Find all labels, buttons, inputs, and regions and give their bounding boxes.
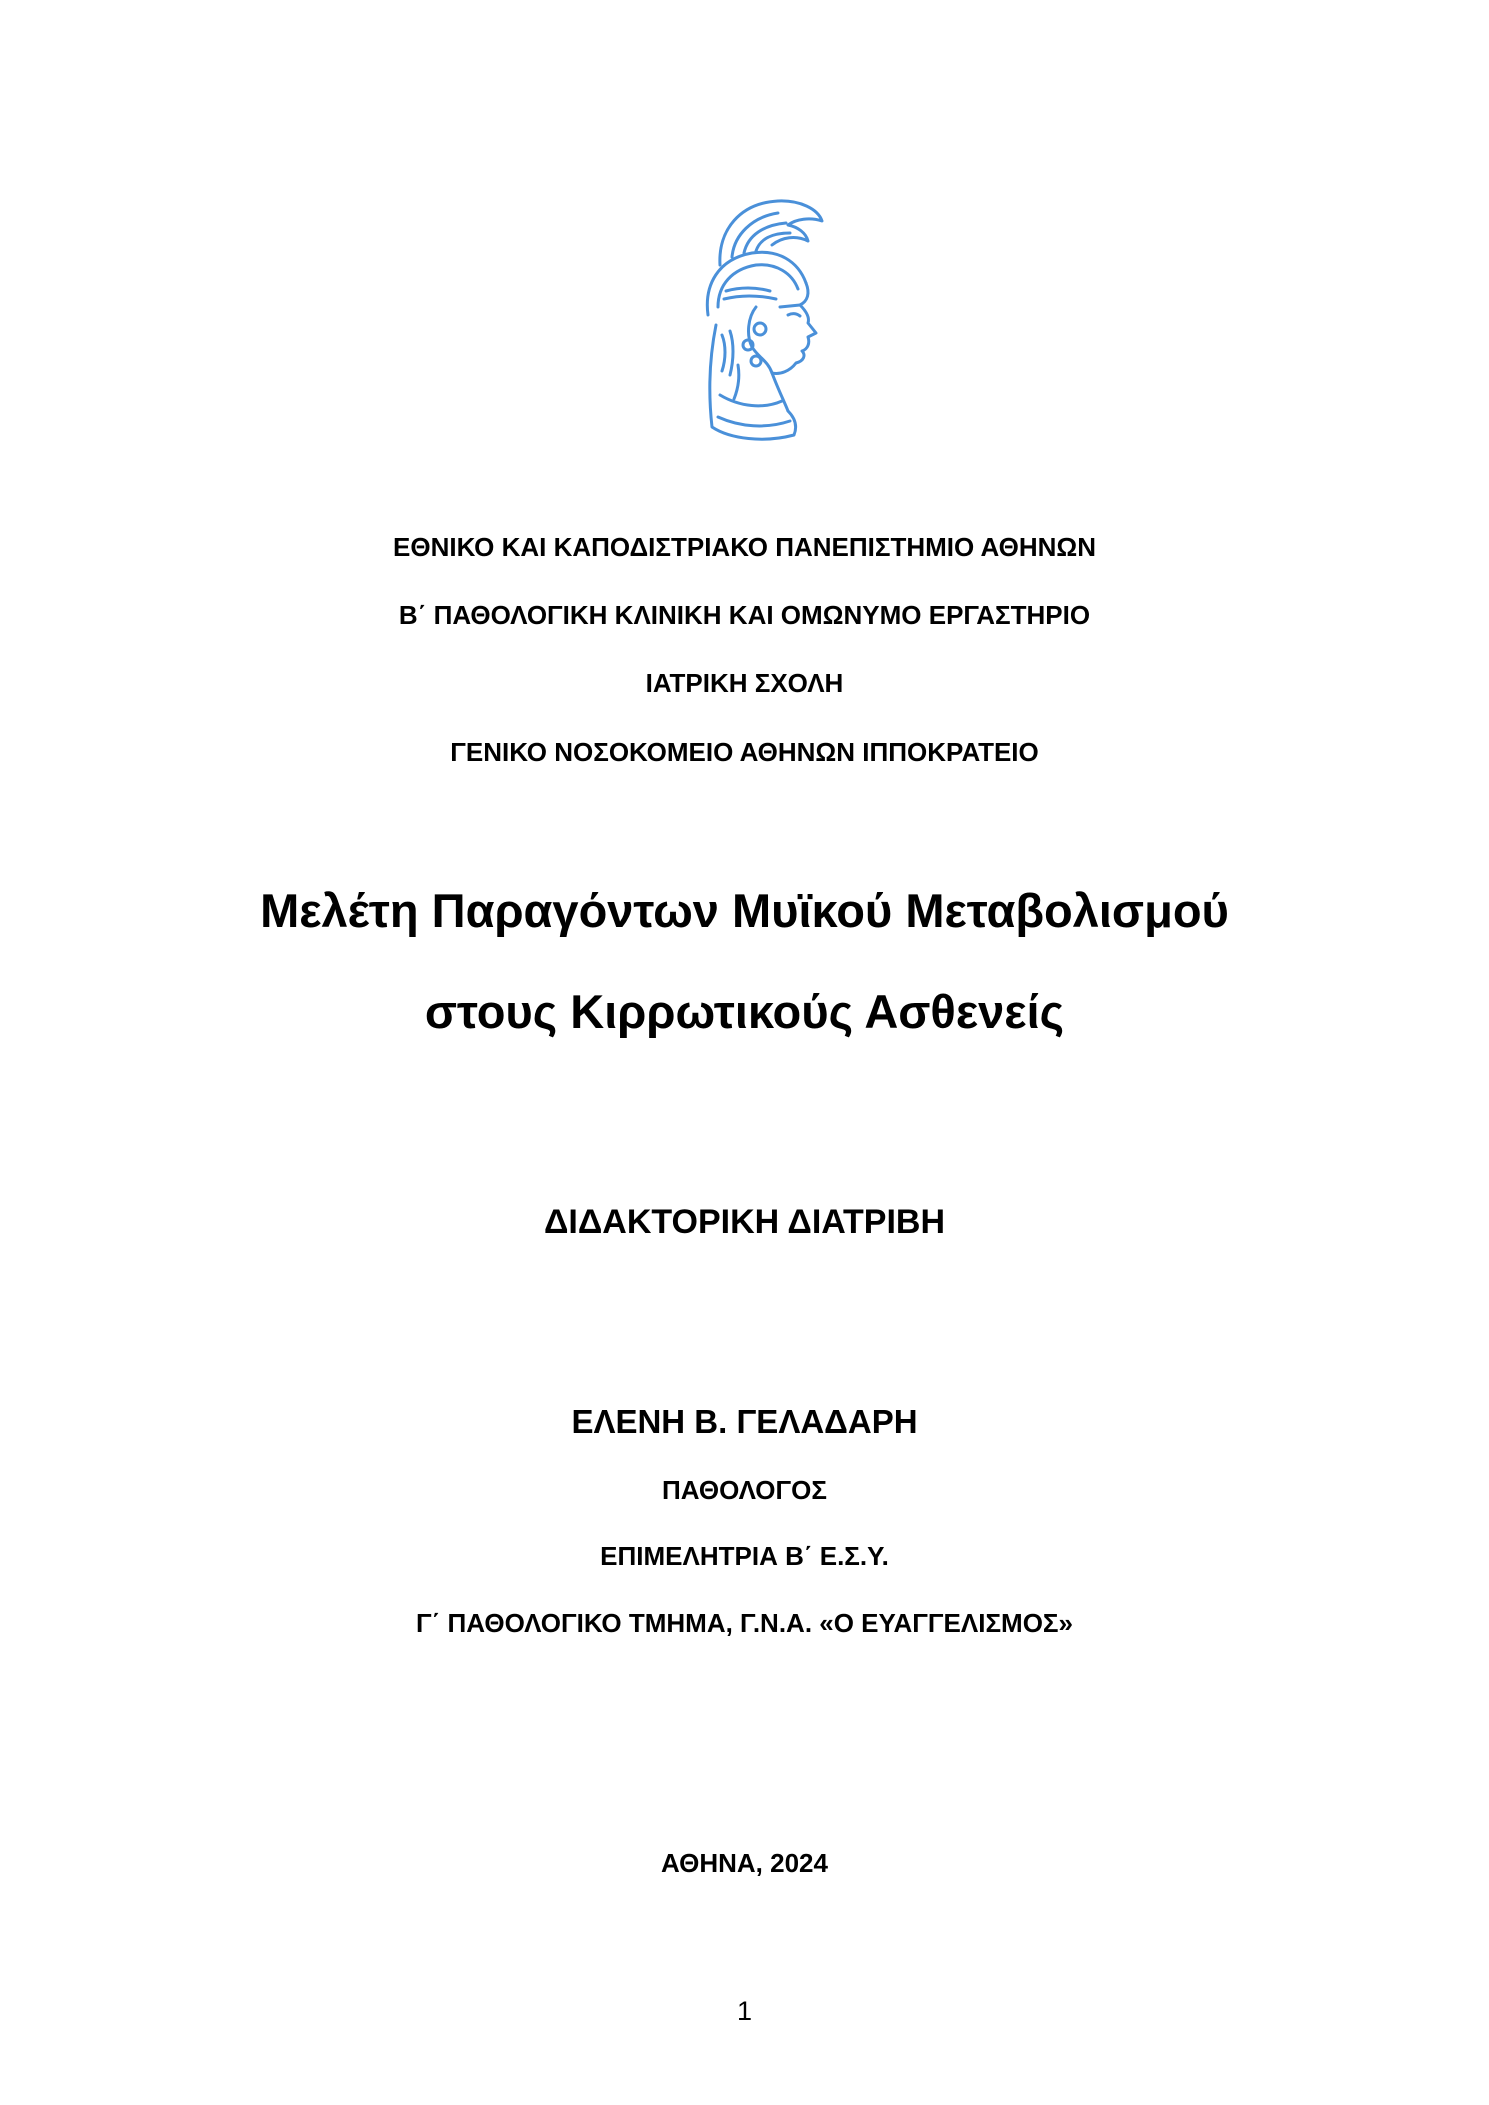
university-name: ΕΘΝΙΚΟ ΚΑΙ ΚΑΠΟΔΙΣΤΡΙΑΚΟ ΠΑΝΕΠΙΣΤΗΜΙΟ ΑΘΗΝΩΝ: [393, 532, 1096, 562]
hospital-name: ΓΕΝΙΚΟ ΝΟΣΟΚΟΜΕΙΟ ΑΘΗΝΩΝ ΙΠΠΟΚΡΑΤΕΙΟ: [450, 737, 1039, 767]
document-type: ΔΙΔΑΚΤΟΡΙΚΗ ΔΙΑΤΡΙΒΗ: [543, 1203, 946, 1241]
thesis-title-line-2: στους Κιρρωτικούς Ασθενείς: [424, 985, 1065, 1038]
university-emblem-icon: [660, 195, 830, 450]
author-name: ΕΛΕΝΗ Β. ΓΕΛΑΔΑΡΗ: [571, 1403, 918, 1440]
thesis-title-line-1: Μελέτη Παραγόντων Μυϊκού Μεταβολισμού: [260, 884, 1229, 937]
author-department: Γ΄ ΠΑΘΟΛΟΓΙΚΟ ΤΜΗΜΑ, Γ.Ν.Α. «Ο ΕΥΑΓΓΕΛΙΣΜΟΣ»: [416, 1608, 1073, 1638]
page-number: 1: [736, 1996, 753, 2026]
place-date: ΑΘΗΝΑ, 2024: [661, 1848, 828, 1878]
school-name: ΙΑΤΡΙΚΗ ΣΧΟΛΗ: [645, 668, 844, 698]
author-specialty: ΠΑΘΟΛΟΓΟΣ: [662, 1475, 827, 1505]
clinic-name: Β΄ ΠΑΘΟΛΟΓΙΚΗ ΚΛΙΝΙΚΗ ΚΑΙ ΟΜΩΝΥΜΟ ΕΡΓΑΣΤΗΡΙΟ: [398, 600, 1091, 630]
author-position: ΕΠΙΜΕΛΗΤΡΙΑ Β΄ Ε.Σ.Υ.: [600, 1541, 889, 1571]
